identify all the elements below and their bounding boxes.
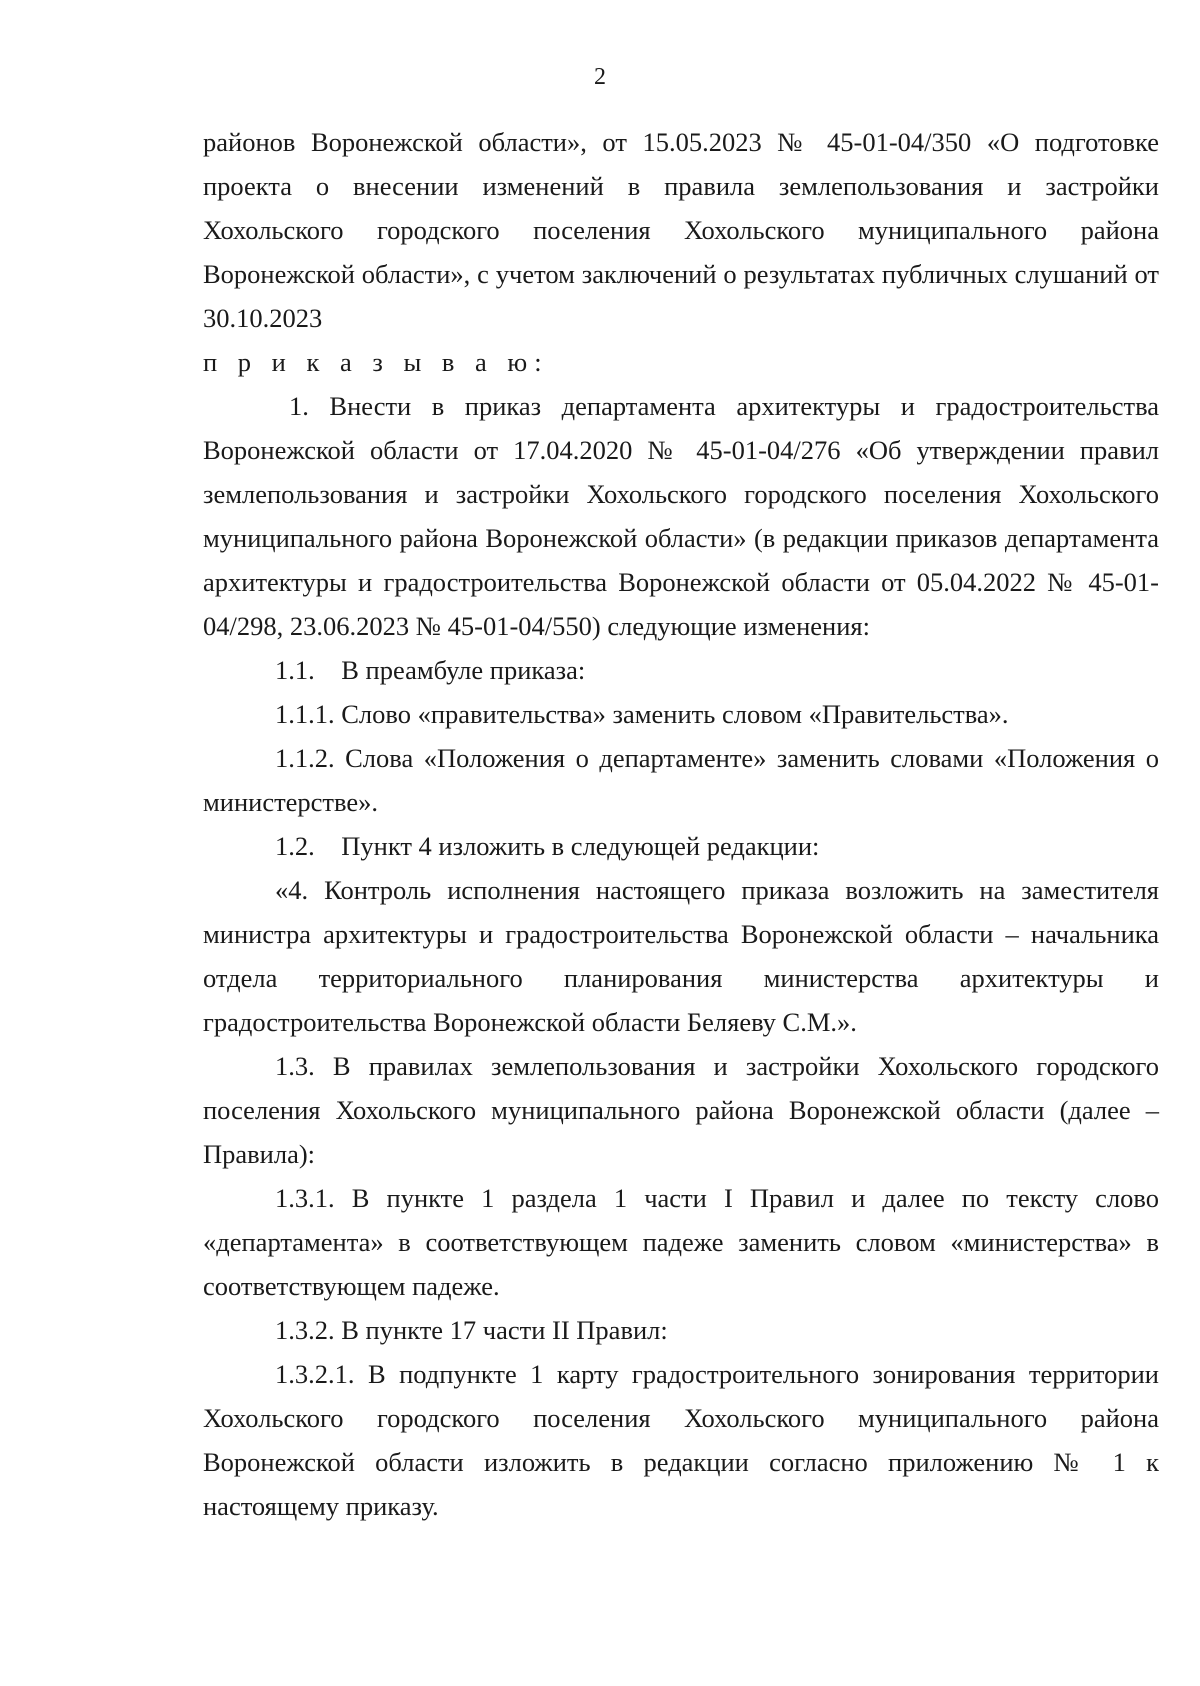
paragraph-item-1-1: 1.1. В преамбуле приказа:	[275, 655, 586, 685]
page-number: 2	[594, 64, 606, 90]
paragraph-item-1-3-2-1: 1.3.2.1. В подпункте 1 карту градостроительного зонирования территории Хохольского городского поселения Хохольского муниципального района Воронежской области изложить в редакции согласно приложению № 1 к настоящему приказу.	[203, 1359, 1159, 1521]
paragraph-preamble-end: районов Воронежской области», от 15.05.2023 № 45-01-04/350 «О подготовке проекта о внесении изменений в правила землепользования и застройки Хохольского городского поселения Хохольского муниципального района Воронежской области», с учетом заключений о результатах публичных слушаний от 30.10.2023	[203, 127, 1159, 333]
paragraph-item-1-1-2: 1.1.2. Слова «Положения о департаменте» заменить словами «Положения о министерстве».	[203, 743, 1159, 817]
document-body	[203, 120, 1159, 1528]
paragraph-item-1: 1. Внести в приказ департамента архитектуры и градостроительства Воронежской области от 17.04.2020 № 45-01-04/276 «Об утверждении правил землепользования и застройки Хохольского городского поселения Хохольского муниципального района Воронежской области» (в редакции приказов департамента архитектуры и градостроительства Воронежской области от 05.04.2022 № 45-01-04/298, 23.06.2023 № 45-01-04/550) следующие изменения:	[203, 391, 1159, 641]
paragraph-item-1-1-1: 1.1.1. Слово «правительства» заменить словом «Правительства».	[275, 699, 1009, 729]
paragraph-item-1-3: 1.3. В правилах землепользования и застройки Хохольского городского поселения Хохольского муниципального района Воронежской области (далее – Правила):	[203, 1051, 1159, 1169]
paragraph-order-word: п р и к а з ы в а ю:	[203, 347, 549, 377]
paragraph-item-1-2: 1.2. Пункт 4 изложить в следующей редакции:	[275, 831, 820, 861]
paragraph-item-1-3-2: 1.3.2. В пункте 17 части II Правил:	[275, 1315, 668, 1345]
paragraph-item-1-3-1: 1.3.1. В пункте 1 раздела 1 части I Правил и далее по тексту слово «департамента» в соответствующем падеже заменить словом «министерства» в соответствующем падеже.	[203, 1183, 1159, 1301]
paragraph-item-4-quote: «4. Контроль исполнения настоящего приказа возложить на заместителя министра архитектуры и градостроительства Воронежской области – начальника отдела территориального планирования министерства архитектуры и градостроительства Воронежской области Беляеву С.М.».	[203, 875, 1159, 1037]
